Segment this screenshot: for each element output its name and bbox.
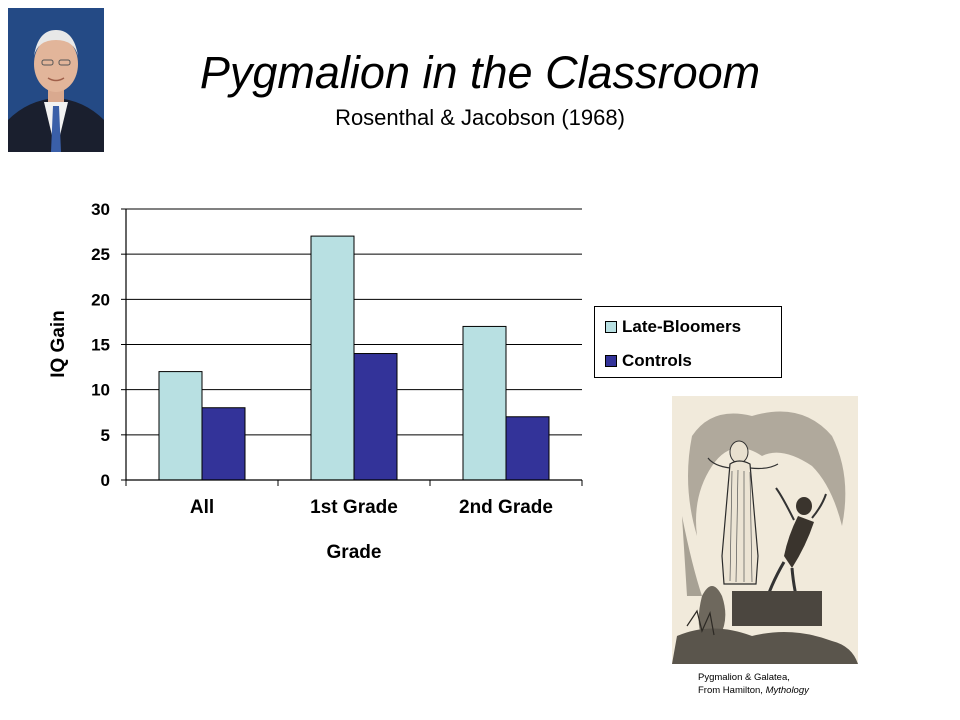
image-caption [698,671,809,697]
bar-late-bloomers-2nd-grade [463,326,506,480]
y-tick-label: 5 [100,425,110,445]
caption-book-title: Mythology [765,685,809,696]
y-axis-title: IQ Gain [48,310,69,378]
caption-source: From Hamilton, [698,685,766,696]
legend-label-late-bloomers: Late-Bloomers [622,317,742,336]
y-tick-label: 0 [100,471,110,490]
y-tick-label: 30 [91,200,110,219]
x-tick-label: 2nd Grade [459,497,553,518]
legend-label-controls: Controls [622,351,692,370]
slide-subtitle: Rosenthal & Jacobson (1968) [335,105,625,130]
pygmalion-galatea-engraving [672,396,858,664]
y-tick-label: 25 [91,245,110,265]
legend-swatch-late-bloomers [605,321,617,333]
bar-late-bloomers-1st-grade [311,236,354,480]
y-tick-label: 15 [91,335,110,355]
legend-item-controls [605,351,692,371]
caption-line-2 [698,684,809,697]
engraving-image [672,396,858,664]
caption-line-1: Pygmalion & Galatea, [698,672,790,683]
x-axis-title: Grade [326,542,382,563]
bar-late-bloomers-all [159,372,202,480]
legend-item-late-bloomers [605,317,741,337]
bar-controls-1st-grade [354,354,397,480]
x-tick-label: All [189,497,215,518]
legend-swatch-controls [605,355,617,367]
bar-controls-all [202,408,245,480]
slide-title: Pygmalion in the Classroom [199,47,761,98]
x-tick-label: 1st Grade [310,497,398,518]
bar-controls-2nd-grade [506,417,549,480]
y-tick-label: 10 [91,380,110,400]
y-tick-label: 20 [91,290,110,310]
chart-legend [594,306,782,378]
